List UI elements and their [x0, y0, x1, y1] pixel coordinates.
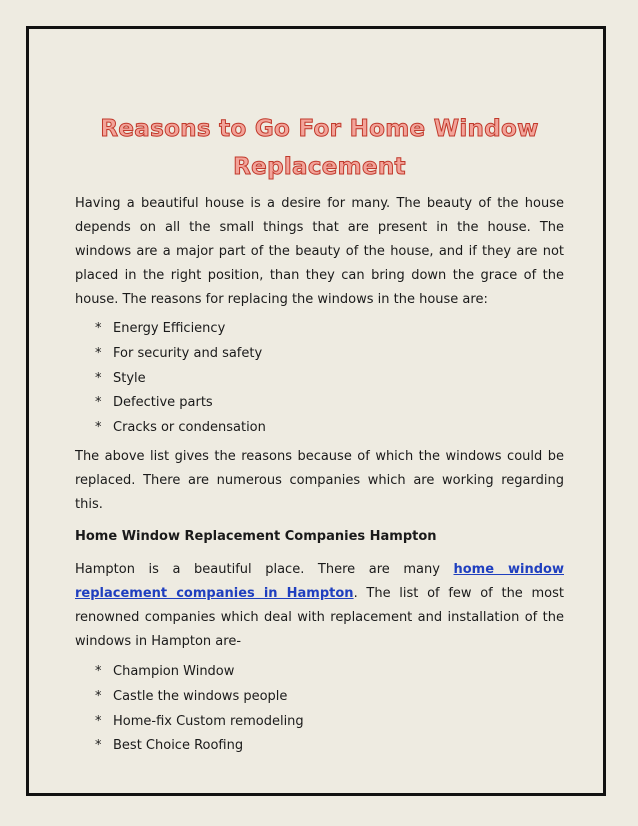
document-body: [75, 110, 564, 763]
title-line-1: Reasons to Go For Home Window: [100, 116, 539, 142]
list-item-text: Best Choice Roofing: [113, 738, 244, 754]
companies-text-before: Hampton is a beautiful place. There are many: [75, 561, 454, 577]
list-item-text: Castle the windows people: [113, 688, 288, 704]
list-item: [95, 685, 564, 710]
list-item-text: Energy Efficiency: [113, 321, 226, 336]
list-item-text: Home-fix Custom remodeling: [113, 713, 304, 729]
list-item: [95, 416, 564, 441]
bullet-star: *: [95, 345, 102, 361]
bullet-star: *: [95, 321, 102, 336]
list-item: [95, 342, 564, 367]
list-item: [95, 734, 564, 759]
bullet-star: *: [95, 420, 102, 436]
bullet-star: *: [95, 688, 102, 704]
title-line-2: Replacement: [233, 154, 406, 180]
bullet-star: *: [95, 663, 102, 679]
companies-text-after: . The list of few of the most renowned companies which deal with replacement and installation of the windows in Hampton are-: [75, 585, 564, 649]
bullet-star: *: [95, 738, 102, 754]
document-title: [75, 110, 564, 186]
list-item-text: Style: [113, 370, 146, 386]
list-item-text: Champion Window: [113, 663, 235, 679]
bullet-star: *: [95, 713, 102, 729]
section-heading: Home Window Replacement Companies Hampton: [75, 528, 437, 544]
summary-paragraph: The above list gives the reasons because of which the windows could be replaced. There are numerous companies which are working regarding this.: [75, 448, 564, 512]
list-item: [95, 710, 564, 735]
list-item: [95, 367, 564, 392]
list-item-text: For security and safety: [113, 345, 263, 361]
companies-paragraph: [75, 558, 564, 654]
companies-link[interactable]: home window replacement companies in Hampton: [75, 561, 564, 601]
list-item-text: Defective parts: [113, 395, 213, 411]
list-item: [95, 660, 564, 685]
list-item: [95, 391, 564, 416]
companies-list: [75, 660, 564, 759]
bullet-star: *: [95, 370, 102, 386]
reasons-list: [75, 317, 564, 441]
list-item: [95, 317, 564, 342]
list-item-text: Cracks or condensation: [113, 420, 266, 436]
intro-paragraph: Having a beautiful house is a desire for many. The beauty of the house depends on all the small things that are present in the house. The windows are a major part of the beauty of the house, and if they are not placed in the right position, than they can bring down the grace of the house. The reasons for replacing the windows in the house are:: [75, 196, 564, 307]
bullet-star: *: [95, 395, 102, 411]
